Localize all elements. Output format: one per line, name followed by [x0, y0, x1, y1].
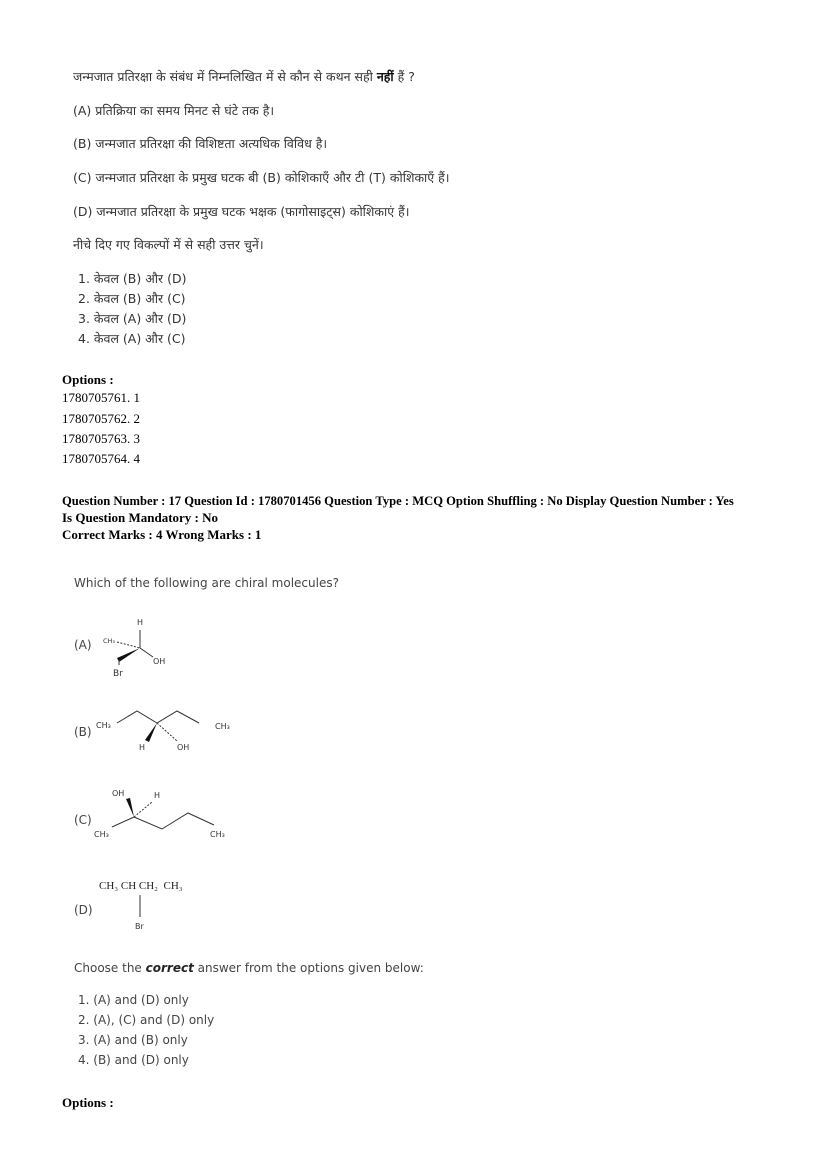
q17-choice-4: 4. (B) and (D) only [78, 1053, 189, 1067]
q16-instruction: नीचे दिए गए विकल्पों में से सही उत्तर चुनें। [73, 237, 264, 252]
q16-option-id-4: 1780705764. 4 [62, 451, 140, 466]
mol-b-ch3-right: CH₃ [215, 722, 230, 731]
molecule-b-structure [95, 698, 245, 758]
q16-choice-1: 1. केवल (B) और (D) [78, 271, 187, 286]
mol-b-oh: OH [177, 743, 190, 752]
molecule-d-structure [130, 893, 160, 933]
q17-label-c: (C) [74, 813, 92, 827]
mol-c-ch3-right: CH₃ [210, 830, 225, 839]
q16-choice-2: 2. केवल (B) और (C) [78, 291, 186, 306]
q17-meta-line1: Question Number : 17 Question Id : 1780701456 Question Type : MCQ Option Shuffling : No Display Question Number : Yes [62, 494, 734, 508]
mol-b-ch3-left: CH₃ [96, 721, 111, 730]
mol-a-h: H [137, 618, 144, 627]
mol-c-oh: OH [112, 789, 125, 798]
q16-question [73, 68, 415, 85]
mol-a-br: Br [113, 669, 123, 679]
q17-instruction-pre: Choose the [74, 961, 146, 975]
q16-question-emphasis: नहीं [376, 69, 394, 84]
q16-statement-b: (B) जन्मजात प्रतिरक्षा की विशिष्टता अत्यधिक विविध है। [73, 136, 328, 151]
q16-question-suffix: हैं ? [393, 69, 415, 84]
q17-options-label: Options : [62, 1095, 114, 1110]
molecule-a-structure [95, 610, 185, 685]
q16-question-text: जन्मजात प्रतिरक्षा के संबंध में निम्नलिखित में से कौन से कथन सही [73, 69, 377, 84]
mol-d-formula: CH₃ CH CH₂ CH₃ [99, 880, 183, 892]
q17-meta-line2: Is Question Mandatory : No [62, 510, 219, 525]
q17-instruction [74, 961, 424, 975]
q17-label-a: (A) [74, 638, 92, 652]
mol-a-oh: OH [153, 657, 166, 666]
q17-meta-line3: Correct Marks : 4 Wrong Marks : 1 [62, 527, 262, 542]
q16-option-id-1: 1780705761. 1 [62, 390, 140, 405]
mol-d-br: Br [135, 922, 144, 931]
q16-statement-a: (A) प्रतिक्रिया का समय मिनट से घंटे तक है। [73, 103, 275, 118]
q16-choice-3: 3. केवल (A) और (D) [78, 311, 187, 326]
q17-label-d: (D) [74, 903, 93, 917]
mol-a-ch3: CH₃ [103, 637, 116, 645]
q16-option-id-3: 1780705763. 3 [62, 431, 140, 446]
q17-choice-3: 3. (A) and (B) only [78, 1033, 188, 1047]
q17-question: Which of the following are chiral molecules? [74, 576, 339, 590]
q16-statement-c: (C) जन्मजात प्रतिरक्षा के प्रमुख घटक बी (B) कोशिकाएँ और टी (T) कोशिकाएँ हैं। [73, 170, 450, 185]
q17-choice-2: 2. (A), (C) and (D) only [78, 1013, 215, 1027]
q17-instruction-post: answer from the options given below: [193, 961, 424, 975]
mol-c-ch3-left: CH₃ [94, 830, 109, 839]
mol-c-h: H [154, 791, 161, 800]
q17-choice-1: 1. (A) and (D) only [78, 993, 189, 1007]
mol-b-h: H [139, 743, 146, 752]
molecule-c-structure [92, 785, 242, 845]
q16-option-id-2: 1780705762. 2 [62, 411, 140, 426]
q17-label-b: (B) [74, 725, 92, 739]
q16-statement-d: (D) जन्मजात प्रतिरक्षा के प्रमुख घटक भक्षक (फागोसाइट्स) कोशिकाएं हैं। [73, 204, 410, 219]
q16-options-label: Options : [62, 372, 114, 387]
q16-choice-4: 4. केवल (A) और (C) [78, 331, 186, 346]
q17-instruction-emphasis: correct [145, 961, 194, 975]
